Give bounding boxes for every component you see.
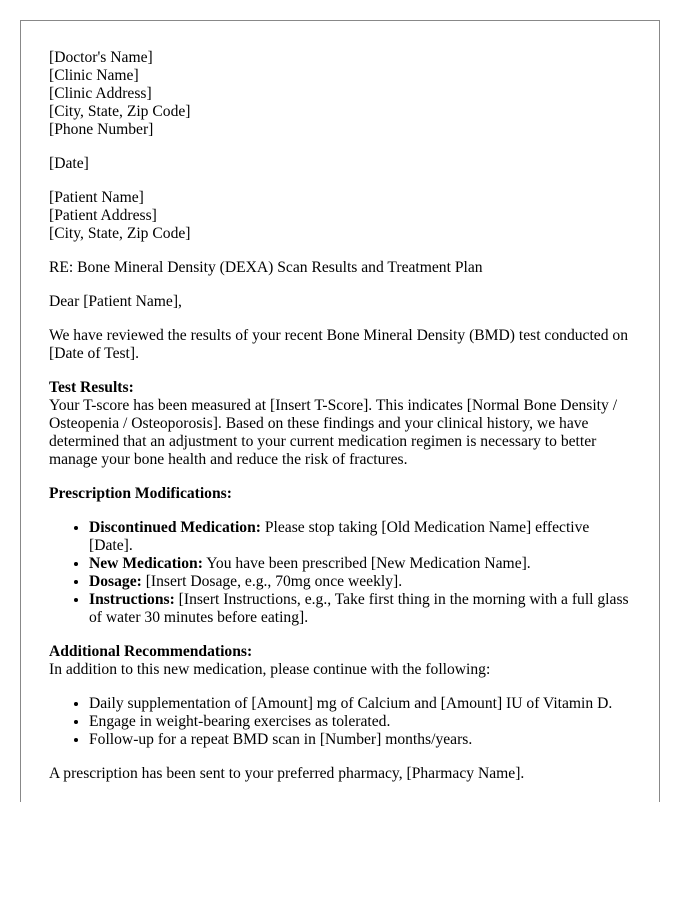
patient-city-state-zip: [City, State, Zip Code] (49, 225, 191, 242)
subject-line: RE: Bone Mineral Density (DEXA) Scan Results and Treatment Plan (49, 259, 483, 276)
list-item-label: Dosage: (89, 573, 142, 590)
intro-paragraph: We have reviewed the results of your recent Bone Mineral Density (BMD) test conducted on [Date of Test]. (49, 327, 629, 362)
list-item: • Daily supplementation of [Amount] mg of Calcium and [Amount] IU of Vitamin D. (89, 695, 631, 713)
list-item-label: New Medication: (89, 555, 203, 572)
doctor-name: [Doctor's Name] (49, 49, 153, 66)
clinic-name: [Clinic Name] (49, 67, 139, 84)
list-item-text: Please stop taking [Old Medication Name] effective [Date]. (89, 519, 590, 554)
recommendations-intro: In addition to this new medication, please continue with the following: (49, 661, 491, 678)
letter-date: [Date] (49, 155, 89, 172)
test-results-body: Your T-score has been measured at [Insert T-Score]. This indicates [Normal Bone Density / Osteopenia / Osteoporosis]. Based on these findings and your clinical history, we have determined that an adjustment to your current medication regimen is necessary to better manage your bone health and reduce the risk of fractures. (49, 397, 618, 468)
recommendations-heading: Additional Recommendations: (49, 643, 253, 660)
prescription-list (49, 519, 631, 627)
list-item (89, 555, 631, 573)
prescription-section (49, 485, 631, 627)
recommendations-section (49, 643, 631, 749)
list-item (89, 519, 631, 555)
clinic-address: [Clinic Address] (49, 85, 152, 102)
list-item-text: [Insert Instructions, e.g., Take first thing in the morning with a full glass of water 30 minutes before eating]. (89, 591, 629, 626)
list-item (89, 591, 631, 627)
salutation: Dear [Patient Name], (49, 293, 182, 310)
recommendations-list (49, 695, 631, 749)
list-item: • Follow-up for a repeat BMD scan in [Number] months/years. (89, 731, 631, 749)
sender-block (49, 49, 631, 139)
closing-paragraph: A prescription has been sent to your preferred pharmacy, [Pharmacy Name]. (49, 765, 525, 782)
list-item-label: Instructions: (89, 591, 175, 608)
test-results-section (49, 379, 631, 469)
clinic-city-state-zip: [City, State, Zip Code] (49, 103, 191, 120)
list-item-label: Discontinued Medication: (89, 519, 261, 536)
list-item-text: You have been prescribed [New Medication Name]. (202, 555, 531, 572)
list-item (89, 573, 631, 591)
test-results-heading: Test Results: (49, 379, 134, 396)
prescription-heading: Prescription Modifications: (49, 485, 232, 502)
letter-page (20, 20, 660, 802)
list-item-text: [Insert Dosage, e.g., 70mg once weekly]. (141, 573, 403, 590)
patient-name: [Patient Name] (49, 189, 144, 206)
patient-address: [Patient Address] (49, 207, 157, 224)
recipient-block (49, 189, 631, 243)
list-item: • Engage in weight-bearing exercises as tolerated. (89, 713, 631, 731)
clinic-phone: [Phone Number] (49, 121, 154, 138)
